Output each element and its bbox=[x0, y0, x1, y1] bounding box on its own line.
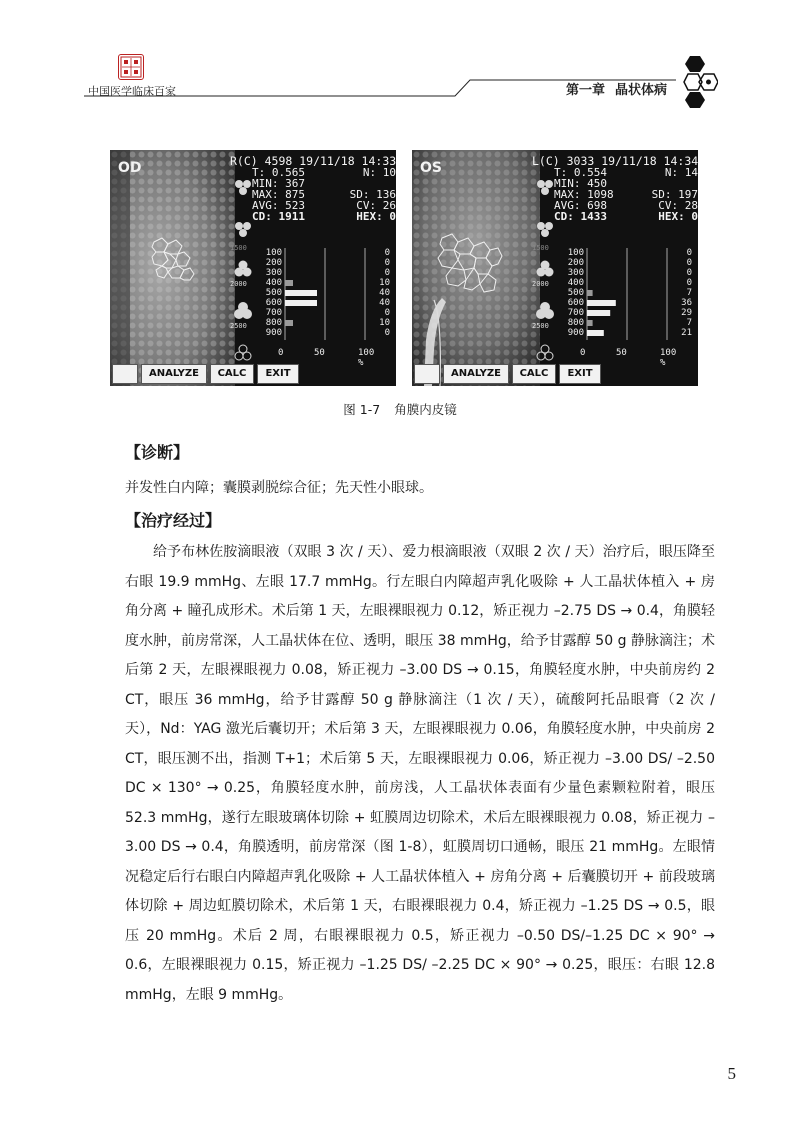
hist-count-label: 0 bbox=[384, 268, 390, 278]
caption-text: 角膜内皮镜 bbox=[394, 402, 457, 417]
hist-bin-label: 400 bbox=[265, 278, 282, 288]
hist-count-label: 0 bbox=[384, 328, 390, 338]
hist-bar bbox=[587, 290, 593, 296]
stat-t: T: 0.554 bbox=[554, 166, 607, 179]
stat-cv: CV: 28 bbox=[658, 199, 698, 212]
blank-button[interactable] bbox=[414, 364, 440, 384]
stat-min: MIN: 367 bbox=[252, 177, 305, 190]
hist-bin-label: 700 bbox=[265, 308, 282, 318]
hist-bin-label: 400 bbox=[567, 278, 584, 288]
hist-bars bbox=[284, 248, 374, 344]
stat-min: MIN: 450 bbox=[554, 177, 607, 190]
hist-bin-label: 600 bbox=[265, 298, 282, 308]
hist-count-label: 7 bbox=[686, 318, 692, 328]
axis-0: 0 bbox=[580, 348, 586, 358]
hist-count-label: 40 bbox=[379, 298, 390, 308]
hist-bin-label: 100 bbox=[567, 248, 584, 258]
hist-bin-labels bbox=[258, 248, 282, 338]
hist-count-label: 0 bbox=[686, 258, 692, 268]
axis-0: 0 bbox=[278, 348, 284, 358]
stat-cv: CV: 26 bbox=[356, 199, 396, 212]
hist-bin-label: 800 bbox=[567, 318, 584, 328]
stat-hex: HEX: 0 bbox=[658, 210, 698, 223]
hist-bin-label: 600 bbox=[567, 298, 584, 308]
hist-count-label: 0 bbox=[686, 278, 692, 288]
hist-bars bbox=[586, 248, 676, 344]
analyze-button[interactable]: ANALYZE bbox=[141, 364, 207, 384]
hist-bin-label: 800 bbox=[265, 318, 282, 328]
hist-bar bbox=[587, 320, 593, 326]
panel-os bbox=[412, 150, 698, 386]
hist-count-label: 21 bbox=[681, 328, 692, 338]
histogram-od bbox=[230, 248, 396, 368]
hist-count-label: 29 bbox=[681, 308, 692, 318]
analyze-button[interactable]: ANALYZE bbox=[443, 364, 509, 384]
chapter-heading bbox=[566, 79, 677, 98]
hist-bar bbox=[285, 280, 293, 286]
page-header bbox=[0, 0, 800, 110]
hist-count-label: 0 bbox=[384, 258, 390, 268]
hist-count-label: 36 bbox=[681, 298, 692, 308]
calc-button[interactable]: CALC bbox=[210, 364, 254, 384]
stat-hex: HEX: 0 bbox=[356, 210, 396, 223]
hist-count-label: 0 bbox=[686, 268, 692, 278]
panel-od bbox=[110, 150, 396, 386]
hist-count-label: 0 bbox=[686, 248, 692, 258]
scan-header: R(C) 4598 19/11/18 14:33 bbox=[230, 154, 396, 168]
button-bar bbox=[412, 364, 698, 384]
hist-bin-label: 700 bbox=[567, 308, 584, 318]
treatment-text: 给予布林佐胺滴眼液（双眼 3 次 / 天）、爱力根滴眼液（双眼 2 次 / 天）治疗后，眼压降至右眼 19.9 mmHg、左眼 17.7 mmHg。行左眼白内障超声乳化吸除 + 人工晶状体植入 + 房角分离 + 瞳孔成形术。术后第 1 天，左眼裸眼视力 0.12，矫正视力 –2.75 DS → 0.4，角膜轻度水肿，前房常深，人工晶状体在位、透明，眼压 38 mmHg，给予甘露醇 50 g 静脉滴注；术后第 2 天，左眼裸眼视力 0.08，矫正视力 –3.00 DS → 0.15，角膜轻度水肿，中央前房约 2 CT，眼压 36 mmHg，给予甘露醇 50 g 静脉滴注（1 次 / 天），硫酸阿托品眼膏（2 次 / 天），Nd：YAG 激光后囊切开；术后第 3 天，左眼裸眼视力 0.06，角膜轻度水肿，中央前房 2 CT，眼压测不出，指测 T+1；术后第 5 天，左眼裸眼视力 0.06，矫正视力 –3.00 DS/ –2.50 DC × 130° → 0.25，角膜轻度水肿，前房浅，人工晶状体表面有少量色素颗粒附着，眼压 52.3 mmHg，遂行左眼玻璃体切除 + 虹膜周边切除术，术后左眼裸眼视力 0.08，矫正视力 –3.00 DS → 0.4，角膜透明，前房常深（图 1-8），虹膜周切口通畅，眼压 21 mmHg。左眼情况稳定后行右眼白内障超声乳化吸除 + 人工晶状体植入 + 房角分离 + 后囊膜切开 + 前段玻璃体切除 + 周边虹膜切除术，术后第 1 天，右眼裸眼视力 0.4，矫正视力 –1.25 DS → 0.5，眼压 20 mmHg。术后 2 周，右眼裸眼视力 0.5，矫正视力 –0.50 DS/–1.25 DC × 90° → 0.6，左眼裸眼视力 0.15，矫正视力 –1.25 DS/ –2.25 DC × 90° → 0.25，眼压：右眼 12.8 mmHg，左眼 9 mmHg。 bbox=[125, 544, 715, 1003]
axis-100: 100 % bbox=[358, 348, 375, 368]
chapter-title: 晶状体病 bbox=[615, 83, 668, 98]
hist-bar bbox=[285, 320, 293, 326]
hist-bar bbox=[587, 310, 610, 316]
caption-number: 图 1-7 bbox=[343, 402, 381, 417]
hist-count-label: 10 bbox=[379, 278, 390, 288]
hist-bin-label: 300 bbox=[567, 268, 584, 278]
treatment-heading: 【治疗经过】 bbox=[125, 511, 222, 530]
axis-100: 100 % bbox=[660, 348, 677, 368]
stat-t: T: 0.565 bbox=[252, 166, 305, 179]
hist-bar bbox=[587, 330, 604, 336]
hexagon-decoration-icon bbox=[670, 54, 718, 110]
hist-bar bbox=[587, 300, 616, 306]
exit-button[interactable]: EXIT bbox=[257, 364, 299, 384]
side-label-2000: 2000 bbox=[230, 280, 247, 288]
eye-label: OS bbox=[420, 160, 442, 176]
scan-header: L(C) 3033 19/11/18 14:34 bbox=[532, 154, 698, 168]
calc-button[interactable]: CALC bbox=[512, 364, 556, 384]
side-label-2000: 2000 bbox=[532, 280, 549, 288]
side-label-1500: 1500 bbox=[532, 244, 549, 252]
figure-caption bbox=[0, 400, 800, 418]
hist-bin-label: 200 bbox=[265, 258, 282, 268]
side-label-2500: 2500 bbox=[532, 322, 549, 330]
stat-cd: CD: 1911 bbox=[252, 210, 305, 223]
exit-button[interactable]: EXIT bbox=[559, 364, 601, 384]
hist-count-label: 7 bbox=[686, 288, 692, 298]
series-brand: 中国医学临床百家 bbox=[88, 85, 176, 98]
button-bar bbox=[110, 364, 396, 384]
stat-sd: SD: 197 bbox=[651, 188, 698, 201]
hist-count-label: 0 bbox=[384, 248, 390, 258]
axis-50: 50 bbox=[616, 348, 627, 358]
eye-label: OD bbox=[118, 160, 142, 176]
specular-microscopy-figure bbox=[110, 150, 698, 386]
hist-bar bbox=[285, 300, 317, 306]
stat-max: MAX: 875 bbox=[252, 188, 305, 201]
diagnosis-heading: 【诊断】 bbox=[125, 443, 190, 462]
hist-bar bbox=[285, 290, 317, 296]
chapter-number: 第一章 bbox=[566, 83, 606, 98]
stat-n: N: 10 bbox=[362, 166, 396, 179]
stat-avg: AVG: 523 bbox=[252, 199, 305, 212]
side-label-2500: 2500 bbox=[230, 322, 247, 330]
page-number: 5 bbox=[727, 1064, 736, 1083]
blank-button[interactable] bbox=[112, 364, 138, 384]
axis-50: 50 bbox=[314, 348, 325, 358]
hist-count-labels bbox=[368, 248, 390, 338]
stat-sd: SD: 136 bbox=[349, 188, 396, 201]
hist-bin-label: 900 bbox=[265, 328, 282, 338]
side-label-1500: 1500 bbox=[230, 244, 247, 252]
histogram-os bbox=[532, 248, 698, 368]
hist-bin-labels bbox=[560, 248, 584, 338]
hist-bin-label: 200 bbox=[567, 258, 584, 268]
hist-count-label: 10 bbox=[379, 318, 390, 328]
hist-bin-label: 500 bbox=[567, 288, 584, 298]
stat-max: MAX: 1098 bbox=[554, 188, 614, 201]
hist-count-labels bbox=[670, 248, 692, 338]
hist-bin-label: 300 bbox=[265, 268, 282, 278]
stat-avg: AVG: 698 bbox=[554, 199, 607, 212]
diagnosis-text: 并发性白内障；囊膜剥脱综合征；先天性小眼球。 bbox=[125, 480, 433, 496]
stat-n: N: 14 bbox=[664, 166, 698, 179]
hist-bin-label: 900 bbox=[567, 328, 584, 338]
stat-cd: CD: 1433 bbox=[554, 210, 607, 223]
hist-bin-label: 500 bbox=[265, 288, 282, 298]
hist-bin-label: 100 bbox=[265, 248, 282, 258]
hist-count-label: 40 bbox=[379, 288, 390, 298]
hist-count-label: 0 bbox=[384, 308, 390, 318]
